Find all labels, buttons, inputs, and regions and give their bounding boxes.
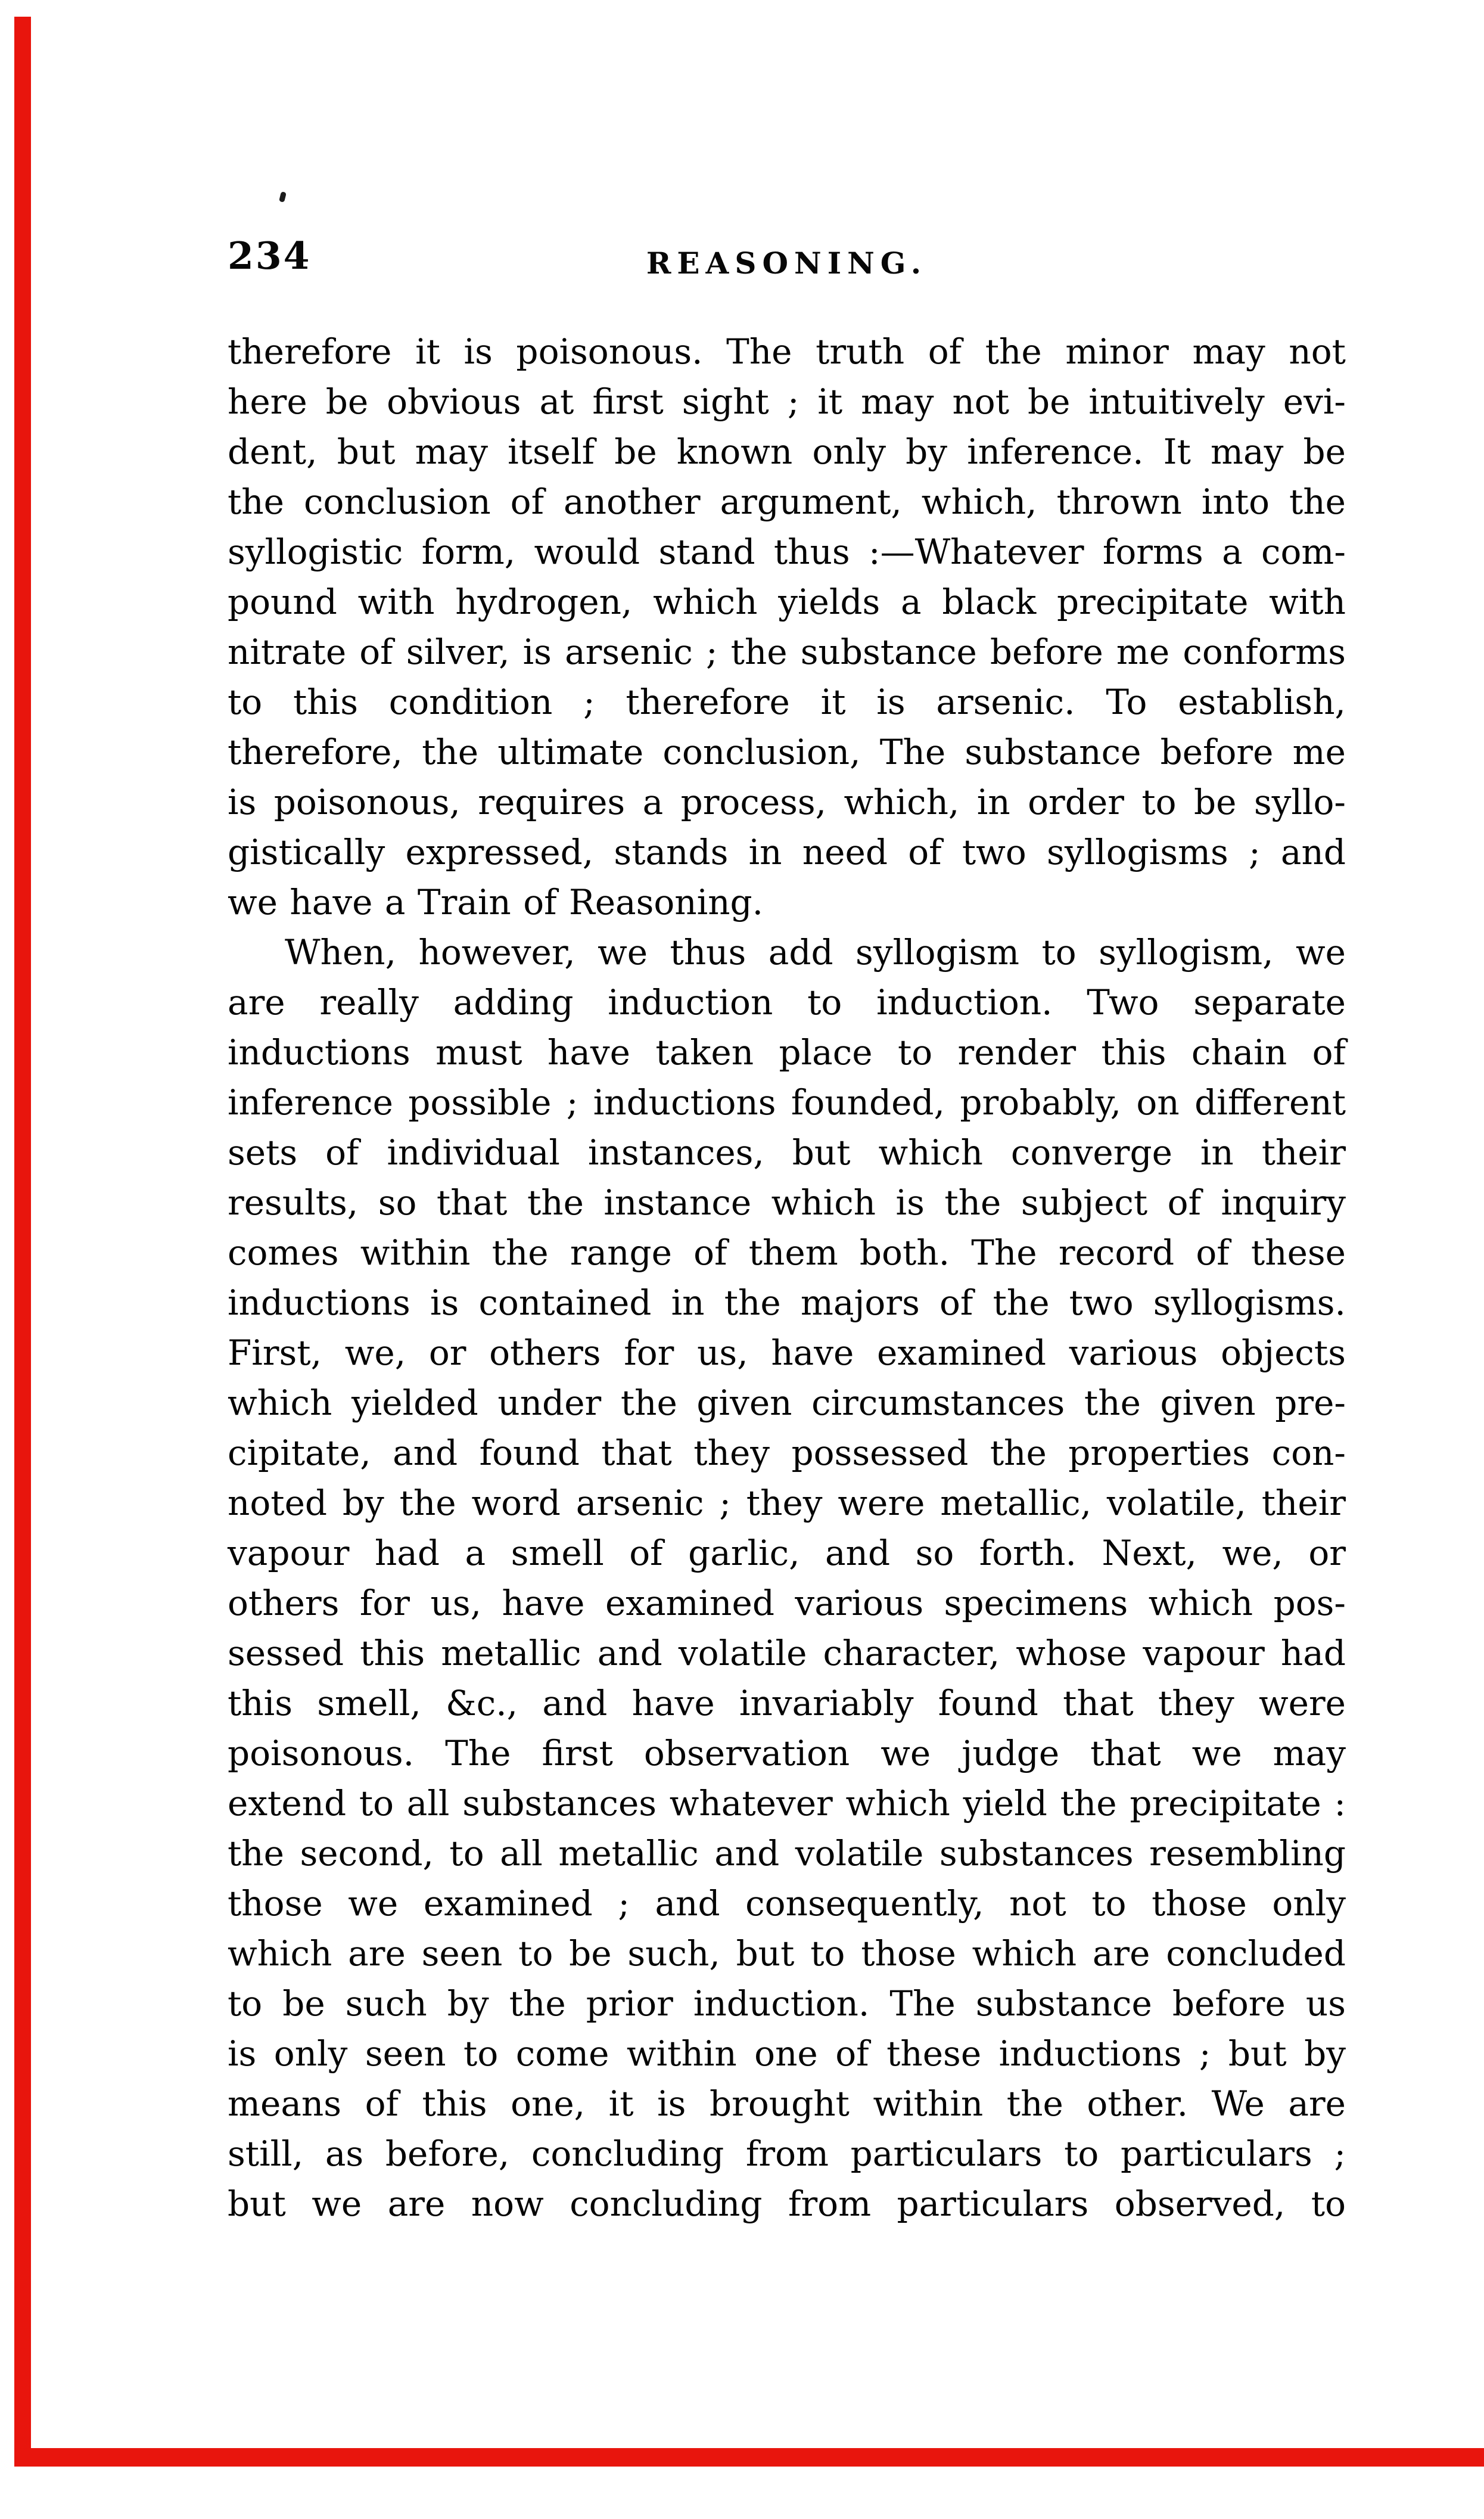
page-number: 234 [228,234,312,278]
text-line: inductions is contained in the majors of the two syllogisms. [228,1282,1346,1323]
running-head-title: REASONING. [646,246,928,281]
text-line: which are seen to be such, but to those which are concluded [228,1933,1346,1974]
text-line: here be obvious at first sight ; it may not be intuitively evi- [228,381,1346,422]
text-line: therefore it is poisonous. The truth of the minor may not [228,331,1346,372]
text-line: vapour had a smell of garlic, and so forth. Next, we, or [228,1533,1346,1573]
text-line: syllogistic form, would stand thus :—Whatever forms a com- [228,532,1346,572]
text-line: to this condition ; therefore it is arsenic. To establish, [228,682,1346,722]
text-line: dent, but may itself be known only by inference. It may be [228,431,1346,472]
scan-edge-bottom-bar [14,2448,1484,2467]
text-line: comes within the range of them both. The record of these [228,1232,1346,1273]
text-line: we have a Train of Reasoning. [228,882,764,923]
stray-ink-mark [279,191,287,203]
text-line: When, however, we thus add syllogism to syllogism, we [285,932,1346,973]
text-line: First, we, or others for us, have examined various objects [228,1333,1346,1373]
text-line: extend to all substances whatever which yield the precipitate : [228,1783,1346,1824]
text-line: inductions must have taken place to render this chain of [228,1032,1346,1073]
text-line: this smell, &c., and have invariably found that they were [228,1683,1346,1723]
text-line: therefore, the ultimate conclusion, The substance before me [228,732,1346,772]
text-line: is only seen to come within one of these inductions ; but by [228,2033,1346,2074]
text-line: cipitate, and found that they possessed the properties con- [228,1433,1346,1473]
text-line: still, as before, concluding from particulars to particulars ; [228,2133,1346,2174]
text-line: others for us, have examined various specimens which pos- [228,1583,1346,1623]
text-line: poisonous. The first observation we judge that we may [228,1733,1346,1773]
text-line: results, so that the instance which is the subject of inquiry [228,1182,1346,1223]
scan-edge-left-bar [14,17,31,2449]
text-line: means of this one, it is brought within the other. We are [228,2083,1346,2124]
text-line: the second, to all metallic and volatile substances resembling [228,1833,1346,1874]
text-line: inference possible ; inductions founded, probably, on different [228,1082,1346,1123]
text-line: those we examined ; and consequently, not to those only [228,1883,1346,1924]
text-line: pound with hydrogen, which yields a black precipitate with [228,582,1346,622]
text-line: are really adding induction to induction. Two separate [228,982,1346,1023]
text-line: sessed this metallic and volatile character, whose vapour had [228,1633,1346,1673]
body-text [228,327,1346,2229]
text-line: is poisonous, requires a process, which, in order to be syllo- [228,782,1346,822]
text-line: which yielded under the given circumstances the given pre- [228,1383,1346,1423]
text-line: noted by the word arsenic ; they were metallic, volatile, their [228,1483,1346,1523]
text-line: gistically expressed, stands in need of two syllogisms ; and [228,832,1346,872]
text-line: but we are now concluding from particulars observed, to [228,2183,1346,2224]
text-line: the conclusion of another argument, which, thrown into the [228,482,1346,522]
text-line: sets of individual instances, but which converge in their [228,1132,1346,1173]
text-line: nitrate of silver, is arsenic ; the substance before me conforms [228,632,1346,672]
text-line: to be such by the prior induction. The substance before us [228,1983,1346,2024]
